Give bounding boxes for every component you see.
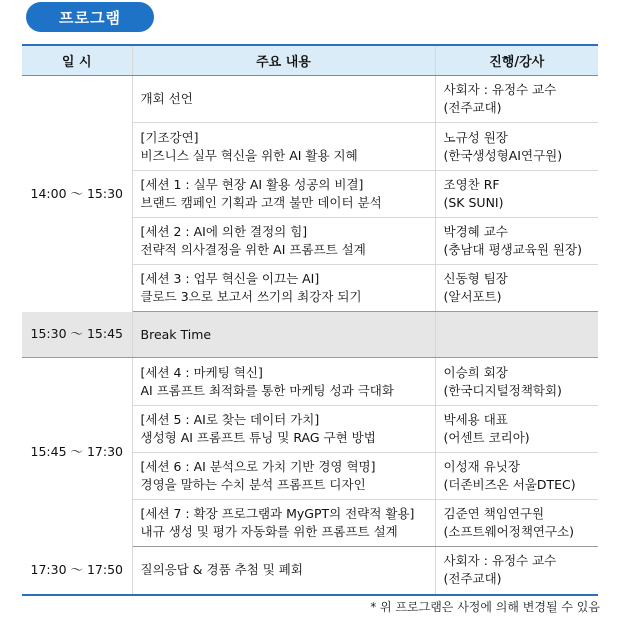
content-line: [세션 3 : 업무 혁신을 이끄는 AI] (140, 271, 320, 286)
content-line: [세션 2 : AI에 의한 결정의 힘] (140, 224, 308, 239)
speaker-cell (435, 453, 598, 500)
content-cell (132, 312, 435, 358)
header-time: 일 시 (22, 45, 132, 76)
content-line: AI 프롬프트 최적화를 통한 마케팅 성과 극대화 (140, 382, 394, 398)
speaker-affiliation: (알서포트) (443, 289, 502, 304)
content-line: [세션 4 : 마케팅 혁신] (140, 364, 263, 380)
content-cell (132, 265, 435, 312)
time-cell: 17:30 ～ 17:50 (22, 547, 132, 595)
content-cell (132, 358, 435, 406)
speaker-affiliation: (전주교대) (443, 571, 502, 587)
speaker-affiliation: (충남대 평생교육원 원장) (443, 242, 582, 257)
program-table (22, 44, 598, 596)
content-line: 경영을 말하는 수치 분석 프롬프트 디자인 (140, 477, 366, 492)
table-row (22, 547, 598, 595)
content-line: [세션 7 : 확장 프로그램과 MyGPT의 전략적 활용] (140, 506, 415, 521)
speaker-affiliation: (더존비즈온 서울DTEC) (443, 477, 576, 492)
speaker-cell (435, 265, 598, 312)
speaker-name: 조영찬 RF (443, 177, 500, 192)
speaker-name: 박세용 대표 (443, 412, 508, 427)
speaker-cell (435, 123, 598, 171)
speaker-cell (435, 76, 598, 123)
content-cell (132, 500, 435, 547)
speaker-affiliation: (한국생성형AI연구원) (443, 147, 563, 163)
time-cell: 15:30 ～ 15:45 (22, 312, 132, 358)
speaker-name: 이승희 회장 (443, 364, 508, 380)
speaker-name: 노규성 원장 (443, 129, 508, 145)
speaker-name: 박경혜 교수 (443, 224, 508, 239)
content-cell (132, 406, 435, 453)
speaker-affiliation: (전주교대) (443, 100, 502, 115)
content-line: [세션 1 : 실무 현장 AI 활용 성공의 비결] (140, 177, 364, 192)
speaker-name: 김준연 책임연구원 (443, 506, 545, 521)
content-line: [기조강연] (140, 129, 199, 145)
change-notice: * 위 프로그램은 사정에 의해 변경될 수 있음 (370, 600, 600, 614)
content-line: 생성형 AI 프롬프트 튜닝 및 RAG 구현 방법 (140, 430, 376, 445)
content-line: 개회 선언 (140, 91, 193, 106)
speaker-cell (435, 312, 598, 358)
speaker-name: 사회자 : 유정수 교수 (443, 82, 557, 97)
program-badge: 프로그램 (26, 2, 154, 32)
speaker-affiliation: (소프트웨어정책연구소) (443, 524, 575, 539)
break-row (22, 312, 598, 358)
speaker-affiliation: (한국디지털정책학회) (443, 382, 562, 398)
speaker-cell (435, 171, 598, 218)
table-header-row (22, 45, 598, 76)
speaker-name: 사회자 : 유정수 교수 (443, 553, 557, 569)
content-cell (132, 123, 435, 171)
content-line: 클로드 3으로 보고서 쓰기의 최강자 되기 (140, 289, 362, 304)
time-cell: 14:00 ～ 15:30 (22, 76, 132, 312)
speaker-cell (435, 218, 598, 265)
speaker-affiliation: (어센트 코리아) (443, 430, 530, 445)
time-cell: 15:45 ～ 17:30 (22, 358, 132, 547)
table-row (22, 76, 598, 123)
content-line: 브랜드 캠페인 기획과 고객 불만 데이터 분석 (140, 195, 382, 210)
speaker-affiliation: (SK SUNI) (443, 195, 504, 210)
content-line: 비즈니스 실무 혁신을 위한 AI 활용 지혜 (140, 147, 358, 163)
speaker-cell (435, 358, 598, 406)
content-line: [세션 5 : AI로 찾는 데이터 가치] (140, 412, 320, 427)
header-speaker: 진행/강사 (435, 45, 598, 76)
speaker-name: 이성재 유닛장 (443, 459, 520, 474)
header-content: 주요 내용 (132, 45, 435, 76)
content-cell (132, 547, 435, 595)
content-line: 질의응답 & 경품 추첨 및 폐회 (140, 562, 303, 578)
content-line: [세션 6 : AI 분석으로 가치 기반 경영 혁명] (140, 459, 376, 474)
speaker-cell (435, 547, 598, 595)
content-cell (132, 171, 435, 218)
content-cell (132, 453, 435, 500)
content-line: 내규 생성 및 평가 자동화를 위한 프롬프트 설계 (140, 524, 398, 539)
table-row (22, 358, 598, 406)
speaker-cell (435, 500, 598, 547)
content-line: 전략적 의사결정을 위한 AI 프롬프트 설계 (140, 242, 366, 257)
content-line: Break Time (140, 326, 212, 342)
content-cell (132, 76, 435, 123)
content-cell (132, 218, 435, 265)
speaker-name: 신동형 팀장 (443, 271, 508, 286)
speaker-cell (435, 406, 598, 453)
